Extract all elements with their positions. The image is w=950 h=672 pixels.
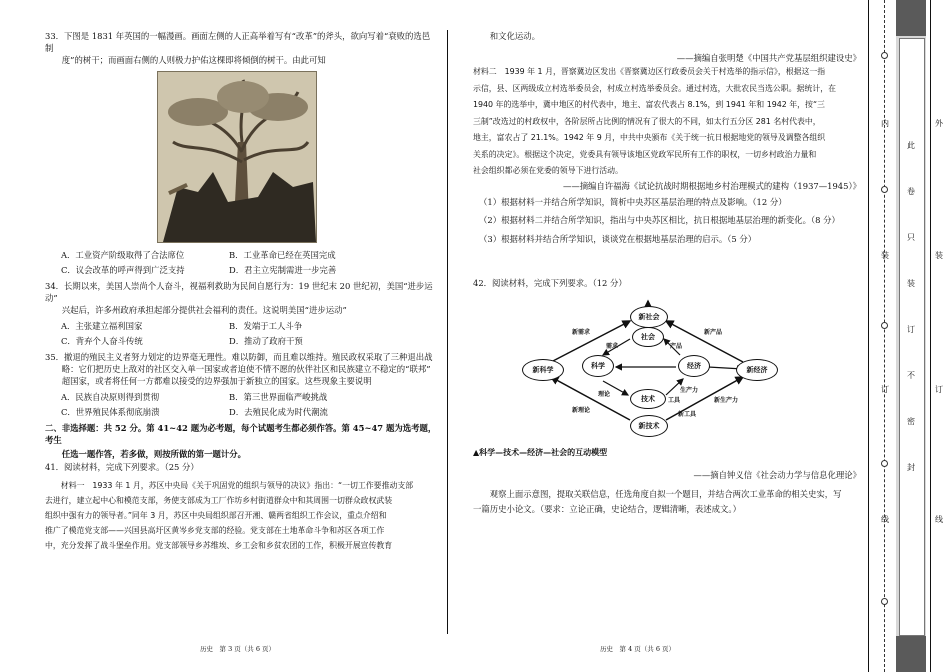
binding-inner-panel (899, 38, 925, 636)
q34-option-b: B．发端于工人斗争 (229, 320, 303, 331)
interaction-model-diagram (518, 297, 818, 447)
binding-circle (881, 598, 888, 605)
q41-stem: 41．阅读材料，完成下列要求。（25 分） (45, 461, 199, 472)
footer-page-4: 历史 第 4 页（共 6 页） (600, 645, 676, 653)
q42-task-line2: 一篇历史小论文。（要求：立论正确，史论结合，逻辑清晰，表述成文。） (473, 504, 741, 515)
source-3: ——摘自钟义信《社会动力学与信息化理论》 (693, 470, 861, 481)
q33-option-c: C．议会改革的呼声得到广泛支持 (61, 264, 185, 275)
node-new-society: 新社会 (630, 306, 668, 328)
q41-requirement-2: （2）根据材料二并结合所学知识，指出与中央苏区相比，抗日根据地基层治理的新变化。（8 分） (479, 215, 840, 226)
m2-line1: 材料二 1939 年 1 月，晋察冀边区发出《晋察冀边区行政委员会关于村选举的指示信》，根据这一指 (473, 67, 826, 77)
binding-circle (881, 186, 888, 193)
binding-outer-char: 订 (881, 385, 889, 394)
label-theory: 理论 (598, 390, 611, 398)
node-new-tech: 新技术 (630, 415, 668, 437)
binding-char: 不 (907, 371, 915, 380)
q41-material1-line5: 中，充分发挥了战斗堡垒作用。党支部领导乡苏维埃、乡工会和乡贫农团的工作，积极开展宣传教育 (45, 540, 393, 550)
node-new-economy: 新经济 (736, 359, 778, 381)
node-society: 社会 (632, 327, 664, 347)
question-35 (45, 351, 438, 418)
right-column (473, 30, 861, 517)
m2-line3: 1940 年的选举中，冀中地区的村代表中，地主、富农代表占 8.1%，到 1941 年和 1942 年，按“三 (473, 100, 825, 110)
binding-char: 卷 (907, 187, 915, 196)
binding-circle (881, 52, 888, 59)
q35-option-d: D．去殖民化成为时代潮流 (229, 406, 328, 417)
q41-requirement-1: （1）根据材料一并结合所学知识，简析中央苏区基层治理的特点及影响。（12 分） (479, 197, 787, 208)
section-heading: 二、非选择题：共 52 分。第 41~42 题为必考题，每个试题考生都必须作答。第 45~47 题为选考题，考生 (45, 423, 437, 446)
binding-char: 密 (907, 417, 915, 426)
node-new-science: 新科学 (522, 359, 564, 381)
label-new-productivity: 新生产力 (714, 396, 739, 404)
label-productivity: 生产力 (680, 386, 699, 394)
q34-stem-line1: 34．长期以来，美国人崇尚个人奋斗，视福利救助为民间自愿行为：19 世纪末 20 世纪初，美国“进步运动” (45, 281, 433, 304)
binding-char: 装 (907, 279, 915, 288)
q41-material1-line2: 去进行，建立起中心和模范支部，务使支部成为工厂作坊乡村街道群众中和其周围一切群众政权武装 (45, 495, 393, 505)
q33-option-a: A．工业资产阶级取得了合法席位 (61, 249, 185, 260)
binding-outer-char: 线 (935, 515, 943, 524)
binding-top-block (896, 0, 926, 36)
q33-option-b: B．工业革命已经在英国完成 (229, 249, 336, 260)
reform-cartoon-image (157, 71, 317, 243)
binding-char: 订 (907, 325, 915, 334)
m2-line6: 关系的决定》。根据这个决定，党委具有领导该地区党政军民所有工作的职权，一切乡村政治力量和 (473, 149, 817, 159)
q41-material1-line4: 推广了模范党支部——兴国县高圩区黄岑乡党支部的经验。党支部在土地革命斗争和苏区各项工作 (45, 525, 385, 535)
q35-option-c: C．世界殖民体系彻底崩溃 (61, 406, 160, 417)
m2-line2: 示信，县、区两级成立村选举委员会，村成立村选举委员会。通过村选，大批农民当选公职。据统计，在 (473, 83, 836, 93)
q34-stem-line2: 兴起后，许多州政府承担起部分提供社会福利的责任。这说明美国“进步运动” (61, 305, 347, 316)
label-tools: 工具 (668, 396, 681, 404)
label-demand: 需求 (606, 342, 619, 350)
question-33 (45, 30, 438, 276)
source-1: ——摘编自张明楚《中国共产党基层组织建设史》 (676, 53, 861, 64)
q41-material1-line1: 材料一 1933 年 1 月，苏区中央局《关于巩固党的组织与领导的决议》指出：“一切工作要推动支部 (60, 480, 414, 490)
binding-dashed-line (884, 0, 885, 672)
binding-outer-char: 内 (881, 119, 889, 128)
q41-material1-line3: 组织中强有力的领导者。”同年 3 月，苏区中央局组织部召开湘、赣两省组织工作会议，重点介绍和 (45, 510, 387, 520)
left-column (45, 30, 438, 553)
label-new-tools: 新工具 (678, 410, 697, 418)
q33-stem-line1: 33．下图是 1831 年英国的一幅漫画。画面左侧的人正高举着写有“改革”的斧头，欲向写着“衰败的选邑制 (45, 31, 431, 54)
q33-option-d: D．君主立宪制需进一步完善 (229, 264, 337, 275)
node-economy: 经济 (678, 355, 710, 377)
column-divider (447, 30, 448, 634)
q34-option-c: C．背弃个人奋斗传统 (61, 335, 143, 346)
label-new-product: 新产品 (704, 328, 723, 336)
label-product: 产品 (670, 342, 683, 350)
m2-line7: 社会组织都必须在党委的领导下进行活动。 (473, 166, 623, 176)
binding-right-line (930, 0, 931, 672)
q34-option-d: D．推动了政府干预 (229, 335, 303, 346)
q35-option-b: B．第三世界面临严峻挑战 (229, 391, 328, 402)
diagram-caption: ▲科学—技术—经济—社会的互动模型 (473, 447, 608, 457)
binding-char: 此 (907, 141, 915, 150)
m2-line4: 三制”改选过的村政权中，各阶层所占比例的情况有了很大的不同，如太行五分区 281 名村代表中， (473, 116, 821, 126)
q33-stem-line2: 度”的树干；而画面右侧的人则极力护佑这棵即将倾倒的树干。由此可知 (61, 55, 326, 66)
m2-line5: 地主，富农占了 21.1%。1942 年 9 月，中共中央颁布《关于统一抗日根据地党的领导及调整各组织 (473, 133, 826, 143)
question-34 (45, 280, 438, 347)
q35-option-a: A．民族自决原则得到贯彻 (61, 391, 160, 402)
binding-circle (881, 460, 888, 467)
binding-outer-char: 线 (881, 515, 889, 524)
binding-char: 只 (907, 233, 915, 242)
q42-task-line1: 观察上面示意图，提取关联信息，任选角度自拟一个题目，并结合两次工业革命的相关史实，写 (489, 489, 842, 500)
source-2: ——摘编自许福海《试论抗战时期根据地乡村治理模式的建构（1937—1945）》 (562, 180, 861, 191)
binding-outer-char: 订 (935, 385, 943, 394)
node-technology: 技术 (630, 389, 666, 409)
binding-outer-char: 装 (935, 251, 943, 260)
question-42-stem: 42．阅读材料，完成下列要求。（12 分） (473, 277, 627, 288)
binding-margin (868, 0, 943, 672)
q41-material2 (473, 64, 861, 180)
footer-page-3: 历史 第 3 页（共 6 页） (200, 645, 276, 653)
q35-stem-line2: 略：它们把历史上敌对的社区交入单一国家或者迫使不情不愿的伙伴社区和民族建立不稳定的“联邦” (61, 364, 431, 375)
q35-stem-line3: 超国家，或者将任何一方都难以接受的边界强加于新独立的国家。这些现象主要说明 (61, 376, 372, 387)
q34-option-a: A．主张建立福利国家 (61, 320, 143, 331)
binding-bottom-block (896, 636, 926, 672)
question-41 (45, 461, 438, 553)
binding-char: 封 (907, 463, 915, 472)
q35-stem-line1: 35．撤退的殖民主义者努力划定的边界毫无理性。难以防御，而且难以维持。殖民政权采取了三种退出战 (45, 352, 433, 363)
binding-outer-line (868, 0, 869, 672)
label-new-theory: 新理论 (572, 406, 591, 414)
binding-circle (881, 322, 888, 329)
node-science: 科学 (582, 355, 614, 377)
q41-requirement-3: （3）根据材料并结合所学知识，谈谈党在根据地基层治理的启示。（5 分） (479, 233, 757, 244)
q41-material1-end: 和文化运动。 (489, 31, 541, 41)
binding-outer-char: 外 (935, 119, 943, 128)
binding-outer-char: 装 (881, 251, 889, 260)
section-heading-2: 任选一题作答，若多做，则按所做的第一题计分。 (61, 449, 247, 460)
label-new-demand: 新需求 (572, 328, 591, 336)
